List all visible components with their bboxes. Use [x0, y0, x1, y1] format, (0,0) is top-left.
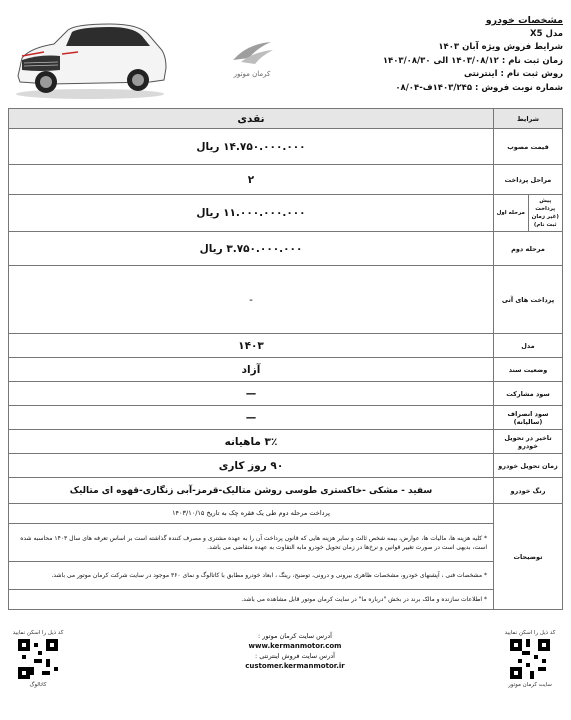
- header-title: مشخصات خودرو: [485, 15, 563, 26]
- row-note-3: [9, 590, 563, 610]
- header-registration-time: زمان ثبت نام : ۱۴۰۳/۰۸/۱۲ الی ۱۴۰۳/۰۸/۳۰: [382, 55, 563, 66]
- row-conditions: [9, 109, 563, 129]
- note-item: * اطلاعات سازنده و مالک برند در بخش "درباره ما" در سایت کرمان موتور قابل مشاهده می باشد.: [9, 590, 494, 610]
- label-notes: توضیحات: [494, 504, 563, 610]
- row-colors: [9, 478, 563, 504]
- label-prepayment: پیش پرداخت (غیر زمان ثبت نام): [528, 195, 563, 231]
- row-payment-stages: [9, 165, 563, 195]
- row-document-status: [9, 358, 563, 382]
- header-sale-number: شماره نوبت فروش : ۱۴۰۳/۲۴۵ف-۰۸/۰۴: [395, 82, 563, 93]
- label-colors: رنگ خودرو: [494, 478, 563, 504]
- qr-left-caption: کد ذیل را اسکن نمایید: [12, 630, 64, 636]
- qr-right-label: سایت کرمان موتور: [508, 682, 552, 688]
- kerman-logo-icon: [227, 38, 277, 68]
- qr-right-caption: کد ذیل را اسکن نمایید: [504, 630, 556, 636]
- value-future-payments: -: [9, 266, 494, 334]
- value-document-status: آزاد: [9, 358, 494, 382]
- car-image: [10, 18, 170, 100]
- value-delivery-delay: ۳٪ ماهیانه: [9, 430, 494, 454]
- row-notes-first: [9, 504, 563, 524]
- brand-logo: [222, 38, 282, 82]
- logo-text: کرمان موتور: [233, 70, 271, 78]
- label-approved-price: قیمت مصوب: [494, 129, 563, 165]
- note-item: * مشخصات فنی ، آپشنهای خودرو، مشخصات ظاهری بیرونی و درونی، توضیح، رینگ ، ابعاد خودرو مطابق با کاتالوگ و نمای ۳۶۰ موجود در سایت شرکت کرمان موتور می باشد.: [9, 562, 494, 590]
- sales-site-label: آدرس سایت فروش اینترنتی :: [255, 652, 335, 660]
- value-conditions: نقدی: [9, 109, 494, 129]
- qr-website[interactable]: [500, 630, 560, 688]
- row-cancellation-profit: [9, 406, 563, 430]
- website-link[interactable]: www.kermanmotor.com: [248, 642, 342, 650]
- value-second-stage: ۳.۷۵۰.۰۰۰.۰۰۰ ریال: [9, 232, 494, 266]
- qr-left-label: کاتالوگ: [29, 682, 47, 688]
- row-note-2: [9, 562, 563, 590]
- value-delivery-time: ۹۰ روز کاری: [9, 454, 494, 478]
- label-model-year: مدل: [494, 334, 563, 358]
- row-delivery-delay: [9, 430, 563, 454]
- qr-catalog[interactable]: [8, 630, 68, 688]
- row-delivery-time: [9, 454, 563, 478]
- label-second-stage: مرحله دوم: [494, 232, 563, 266]
- header-sale-terms: شرایط فروش ویژه آبان ۱۴۰۳: [438, 42, 563, 52]
- value-participation-profit: —: [9, 382, 494, 406]
- label-cancellation-profit: سود انصراف (سالیانه): [494, 406, 563, 430]
- label-participation-profit: سود مشارکت: [494, 382, 563, 406]
- label-delivery-time: زمان تحویل خودرو: [494, 454, 563, 478]
- website-label: آدرس سایت کرمان موتور :: [258, 632, 332, 640]
- value-approved-price: ۱۴.۷۵۰.۰۰۰.۰۰۰ ریال: [9, 129, 494, 165]
- label-first-stage: مرحله اول: [496, 210, 525, 216]
- row-future-payments: [9, 266, 563, 334]
- qr-code-icon: [18, 639, 58, 679]
- label-conditions: شرایط: [494, 109, 563, 129]
- prepayment-cell: [494, 195, 563, 232]
- label-payment-stages: مراحل پرداخت: [494, 165, 563, 195]
- value-payment-stages: ۲: [9, 165, 494, 195]
- row-prepayment: [9, 195, 563, 232]
- row-model-year: [9, 334, 563, 358]
- row-note-1: [9, 524, 563, 562]
- header-info: [363, 14, 563, 95]
- row-second-stage: [9, 232, 563, 266]
- label-document-status: وضعیت سند: [494, 358, 563, 382]
- label-delivery-delay: تاخیر در تحویل خودرو: [494, 430, 563, 454]
- qr-code-icon: [510, 639, 550, 679]
- header-registration-method: روش ثبت نام : اینترنتی: [463, 69, 563, 79]
- row-participation-profit: [9, 382, 563, 406]
- value-colors: سفید - مشکی -خاکستری طوسی روشن متالیک-قرمز-آبی زنگاری-قهوه ای متالیک: [9, 478, 494, 504]
- sales-site-link[interactable]: customer.kermanmotor.ir: [245, 662, 345, 670]
- spec-table: [8, 108, 563, 610]
- footer-links: [170, 631, 420, 671]
- label-future-payments: پرداخت های آتی: [494, 266, 563, 334]
- header-model: مدل X5: [530, 28, 563, 39]
- value-cancellation-profit: —: [9, 406, 494, 430]
- row-approved-price: [9, 129, 563, 165]
- note-item: * کلیه هزینه ها، مالیات ها، عوارض، بیمه شخص ثالث و سایر هزینه هایی که قانون پرداخت آن را به عهده مشتری و مصرف کننده گذاشته است بر اساس تعرفه های سال ۱۴۰۳ محاسبه شده است، بدیهی است در صورت تغییر قوانین و نرخ‌ها در زمان تحویل خودرو مابه التفاوت به عهده متقاضی می باشد.: [9, 524, 494, 562]
- value-model-year: ۱۴۰۳: [9, 334, 494, 358]
- note-first: پرداخت مرحله دوم طی یک فقره چک به تاریخ ۱۴۰۳/۱۰/۱۵: [9, 504, 494, 524]
- value-prepayment: ۱۱.۰۰۰.۰۰۰.۰۰۰ ریال: [9, 195, 494, 232]
